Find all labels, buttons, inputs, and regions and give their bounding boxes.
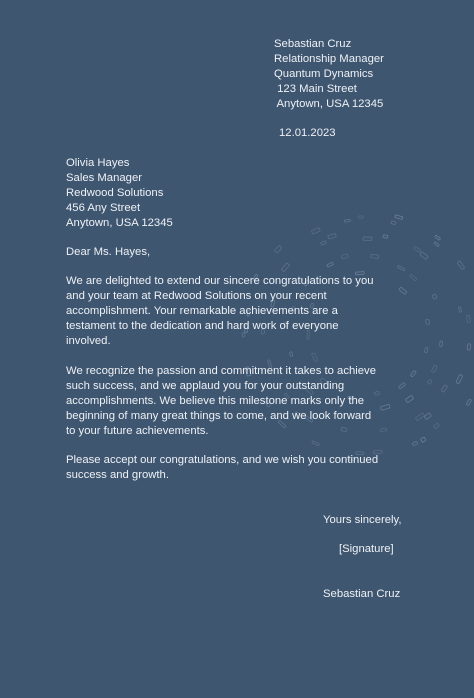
sender-street: 123 Main Street [274,82,357,95]
recipient-company: Redwood Solutions [66,186,164,199]
confetti-piece [439,341,442,347]
body-line: accomplishment. Your remarkable achievements are a [66,304,338,317]
sender-city: Anytown, USA 12345 [274,97,384,110]
confetti-piece [432,294,437,299]
confetti-piece [426,319,430,324]
confetti-piece [289,352,292,357]
confetti-piece [434,242,440,247]
body-paragraph-3 [66,453,416,483]
confetti-piece [458,307,461,313]
confetti-piece [466,315,470,322]
confetti-piece [424,413,431,420]
confetti-piece [344,219,351,222]
confetti-piece [412,441,418,446]
body-line: Please accept our congratulations, and we wish you continued [66,454,379,466]
confetti-piece [327,262,334,267]
body-line: success and growth. [66,468,169,481]
salutation: Dear Ms. Hayes, [66,246,151,258]
confetti-piece [395,215,403,220]
confetti-piece [456,374,463,383]
confetti-piece [433,423,439,429]
signature-placeholder: [Signature] [339,543,394,555]
confetti-piece [281,263,289,272]
body-line: We recognize the passion and commitment it takes to achieve [66,365,376,377]
recipient-city: Anytown, USA 12345 [66,216,173,229]
confetti-piece [359,216,364,218]
confetti-piece [383,235,388,239]
body-paragraph-1 [66,274,416,349]
confetti-piece [312,441,320,446]
body-line: involved. [66,334,111,347]
confetti-piece [420,437,426,442]
confetti-piece [328,233,337,239]
sender-name: Sebastian Cruz [274,38,352,50]
confetti-piece [311,353,317,362]
confetti-piece [413,246,421,252]
body-paragraph-2 [66,364,416,439]
confetti-piece [415,413,424,421]
confetti-piece [441,385,448,392]
closing: Yours sincerely, [323,514,402,526]
confetti-piece [467,344,471,350]
body-line: such success, and we applaud you for your outstanding [66,379,345,392]
confetti-piece [427,379,432,384]
confetti-piece [274,245,282,253]
confetti-piece [311,227,320,234]
recipient-street: 456 Any Street [66,201,141,214]
signer-name: Sebastian Cruz [323,588,401,600]
body-line: We are delighted to extend our sincere congratulations to you [66,275,374,287]
confetti-piece [424,347,428,353]
confetti-piece [457,261,465,270]
confetti-piece [321,241,327,246]
sender-address-block [274,37,384,112]
confetti-piece [420,252,429,260]
confetti-piece [391,221,396,225]
recipient-address-block [66,156,173,231]
body-line: to your future achievements. [66,424,209,437]
confetti-piece [435,235,441,240]
body-line: and your team at Redwood Solutions on your recent [66,289,327,302]
sender-company: Quantum Dynamics [274,67,374,80]
sender-title: Relationship Manager [274,52,384,65]
body-line: beginning of many great things to come, and we look forward [66,409,372,422]
confetti-piece [341,254,348,259]
recipient-title: Sales Manager [66,171,142,184]
body-line: accomplishments. We believe this milestone marks only the [66,394,365,407]
body-line: testament to the dedication and hard work of everyone [66,319,339,332]
confetti-piece [371,254,379,258]
confetti-piece [431,365,437,373]
confetti-piece [363,237,372,240]
confetti-piece [397,265,405,271]
recipient-name: Olivia Hayes [66,157,130,169]
letter-date: 12.01.2023 [279,127,336,139]
confetti-piece [466,399,472,406]
